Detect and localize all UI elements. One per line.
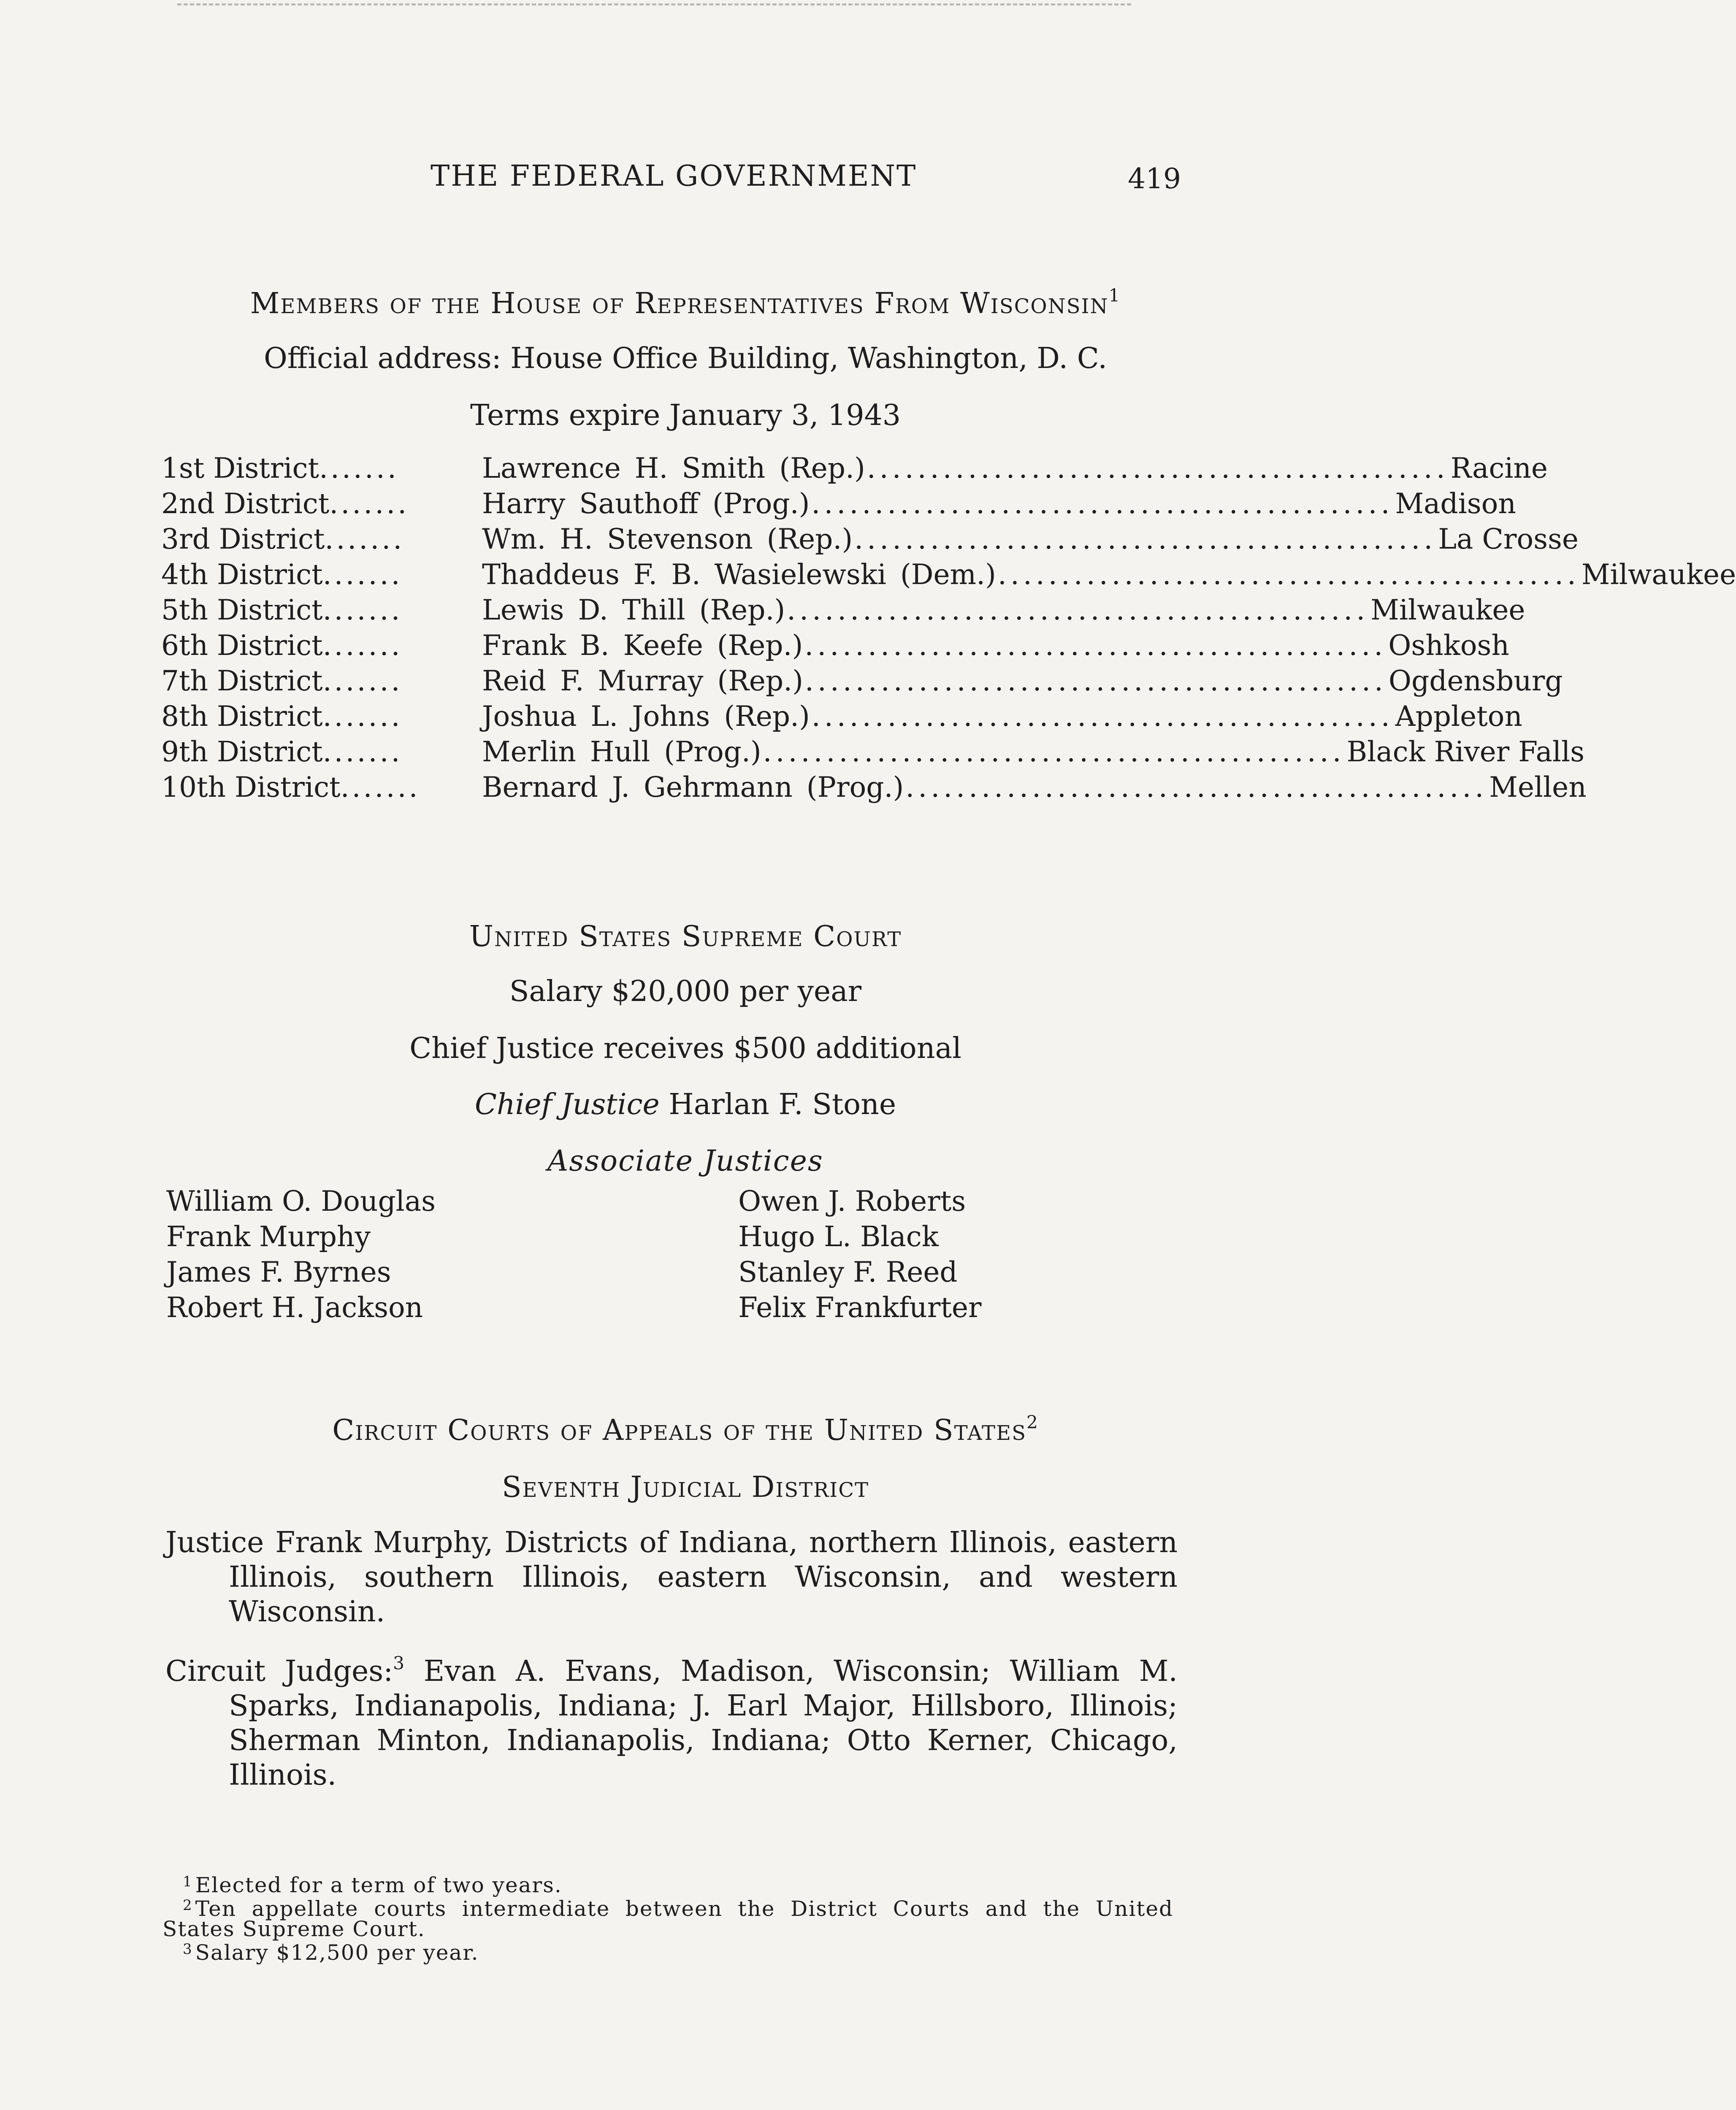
- associate-justices-left-column: [166, 1184, 436, 1326]
- rep-name: Harry Sauthoff (Prog.): [482, 487, 810, 520]
- rep-name: Merlin Hull (Prog.): [482, 736, 761, 768]
- district-name: 2nd District: [161, 487, 330, 520]
- footnotes: [162, 1872, 1173, 1963]
- rep-city: Ogdensburg: [1388, 665, 1563, 697]
- rep-entry: [482, 663, 1563, 699]
- associate-justices-right-column: [738, 1184, 981, 1326]
- district-list: [161, 451, 1736, 805]
- justice-name: Robert H. Jackson: [166, 1291, 423, 1324]
- dot-leader: .......: [322, 665, 403, 697]
- rep-city: La Crosse: [1438, 523, 1579, 555]
- rep-name: Lawrence H. Smith (Rep.): [482, 452, 865, 484]
- justice-assignment-paragraph: Justice Frank Murphy, Districts of Indiana, northern Illinois, eastern Illinois, southern Illinois, eastern Wisconsin, and western Wisconsin.: [165, 1526, 1178, 1628]
- district-label: [161, 628, 482, 663]
- associate-justices: [166, 1184, 1179, 1336]
- rep-city: Black River Falls: [1346, 736, 1584, 768]
- footnote-text: Elected for a term of two years.: [195, 1873, 562, 1897]
- circuit-judges-list: Evan A. Evans, Madison, Wisconsin; William M. Sparks, Indianapolis, Indiana; J. Earl Major, Hillsboro, Illinois; Sherman Minton, Indianapolis, Indiana; Otto Kerner, Chicago, Illinois.: [229, 1655, 1178, 1792]
- rep-city: Milwaukee: [1581, 558, 1736, 591]
- district-label: [161, 522, 482, 557]
- dot-leader: .......: [325, 523, 405, 555]
- district-row: [161, 734, 1584, 770]
- footnote-text: Salary $12,500 per year.: [195, 1940, 479, 1965]
- seventh-district-heading: Seventh Judicial District: [501, 1471, 869, 1504]
- rep-city: Racine: [1450, 452, 1548, 484]
- rep-entry: [482, 486, 1516, 522]
- district-label: [161, 557, 482, 592]
- supreme-court-heading: United States Supreme Court: [469, 920, 902, 953]
- circuit-courts-heading-text: Circuit Courts of Appeals of the United States: [332, 1414, 1026, 1447]
- scan-top-rule: [177, 3, 1131, 5]
- district-name: 1st District: [161, 452, 319, 484]
- rep-city: Appleton: [1395, 700, 1522, 733]
- footnote: [162, 1872, 1173, 1895]
- house-address: Official address: House Office Building, Washington, D. C.: [264, 342, 1107, 375]
- district-label: [161, 770, 482, 805]
- district-label: [161, 699, 482, 734]
- justice-name: Frank Murphy: [166, 1220, 371, 1253]
- footnote: [162, 1895, 1173, 1939]
- dot-leader: ..............................................: [763, 736, 1345, 768]
- district-name: 7th District: [161, 665, 323, 697]
- rep-entry: [482, 770, 1587, 805]
- district-label: [161, 663, 482, 699]
- rep-name: Frank B. Keefe (Rep.): [482, 629, 803, 662]
- chief-justice-name: Harlan F. Stone: [669, 1088, 896, 1121]
- district-name: 4th District: [161, 558, 323, 591]
- rep-city: Milwaukee: [1370, 594, 1525, 626]
- dot-leader: ..............................................: [811, 700, 1394, 733]
- footnote-mark: 2: [183, 1897, 193, 1914]
- rep-name: Reid F. Murray (Rep.): [482, 665, 803, 697]
- house-terms: Terms expire January 3, 1943: [470, 399, 901, 432]
- dot-leader: ..............................................: [997, 558, 1580, 591]
- footnote: [162, 1939, 1173, 1963]
- district-row: [161, 522, 1579, 557]
- footnote-ref-1: 1: [1108, 285, 1121, 306]
- supreme-court-salary: Salary $20,000 per year: [509, 975, 862, 1008]
- district-name: 8th District: [161, 700, 323, 733]
- dot-leader: .......: [322, 629, 403, 662]
- footnote-ref-3: 3: [393, 1653, 404, 1674]
- rep-name: Lewis D. Thill (Rep.): [482, 594, 785, 626]
- page-number: 419: [1128, 162, 1181, 195]
- rep-entry: [482, 522, 1579, 557]
- chief-justice-line: [0, 1088, 1371, 1121]
- footnote-text: Ten appellate courts intermediate between the District Courts and the United States Supreme Court.: [162, 1896, 1173, 1941]
- district-row: [161, 628, 1509, 663]
- district-row: [161, 699, 1522, 734]
- district-row: [161, 557, 1736, 592]
- district-name: 3rd District: [161, 523, 325, 555]
- dot-leader: .......: [340, 771, 420, 803]
- circuit-judges-paragraph: [165, 1654, 1178, 1793]
- footnote-mark: 3: [183, 1941, 193, 1958]
- dot-leader: .......: [322, 736, 403, 768]
- rep-city: Madison: [1395, 487, 1516, 520]
- dot-leader: ..............................................: [787, 594, 1369, 626]
- rep-name: Wm. H. Stevenson (Rep.): [482, 523, 853, 555]
- circuit-courts-heading: [0, 1414, 1371, 1447]
- dot-leader: ..............................................: [804, 629, 1387, 662]
- district-label: [161, 486, 482, 522]
- house-heading-text: Members of the House of Representatives From Wisconsin: [250, 287, 1109, 320]
- rep-entry: [482, 734, 1584, 770]
- justice-name: James F. Byrnes: [166, 1256, 391, 1288]
- dot-leader: ..............................................: [854, 523, 1437, 555]
- dot-leader: ..............................................: [867, 452, 1449, 484]
- rep-name: Thaddeus F. B. Wasielewski (Dem.): [482, 558, 996, 591]
- justice-name: William O. Douglas: [166, 1185, 436, 1217]
- rep-name: Joshua L. Johns (Rep.): [482, 700, 810, 733]
- rep-entry: [482, 628, 1509, 663]
- house-heading: [0, 287, 1371, 320]
- justice-name: Stanley F. Reed: [738, 1256, 958, 1288]
- district-name: 9th District: [161, 736, 323, 768]
- justice-name: Owen J. Roberts: [738, 1185, 966, 1217]
- dot-leader: .......: [322, 594, 403, 626]
- running-head: THE FEDERAL GOVERNMENT: [431, 160, 917, 193]
- dot-leader: ..............................................: [804, 665, 1387, 697]
- rep-entry: [482, 451, 1548, 486]
- rep-entry: [482, 592, 1525, 628]
- district-label: [161, 592, 482, 628]
- rep-city: Oshkosh: [1388, 629, 1509, 662]
- rep-name: Bernard J. Gehrmann (Prog.): [482, 771, 904, 803]
- circuit-judges-label: Circuit Judges:: [165, 1655, 393, 1688]
- dot-leader: .......: [322, 700, 403, 733]
- district-name: 10th District: [161, 771, 341, 803]
- dot-leader: ..............................................: [811, 487, 1394, 520]
- footnote-mark: 1: [183, 1873, 193, 1890]
- district-row: [161, 770, 1587, 805]
- chief-justice-additional: Chief Justice receives $500 additional: [409, 1032, 961, 1065]
- district-name: 5th District: [161, 594, 323, 626]
- chief-justice-title: Chief Justice: [474, 1088, 660, 1121]
- rep-entry: [482, 557, 1736, 592]
- footnote-ref-2: 2: [1026, 1412, 1039, 1433]
- rep-city: Mellen: [1489, 771, 1587, 803]
- justice-name: Hugo L. Black: [738, 1220, 939, 1253]
- dot-leader: .......: [322, 558, 403, 591]
- dot-leader: .......: [319, 452, 399, 484]
- district-name: 6th District: [161, 629, 323, 662]
- district-row: [161, 663, 1563, 699]
- justice-name: Felix Frankfurter: [738, 1291, 982, 1324]
- rep-entry: [482, 699, 1522, 734]
- dot-leader: .......: [329, 487, 409, 520]
- district-row: [161, 451, 1548, 486]
- associate-justices-heading: Associate Justices: [547, 1144, 823, 1178]
- district-label: [161, 451, 482, 486]
- district-row: [161, 592, 1525, 628]
- district-label: [161, 734, 482, 770]
- dot-leader: ..............................................: [905, 771, 1488, 803]
- district-row: [161, 486, 1516, 522]
